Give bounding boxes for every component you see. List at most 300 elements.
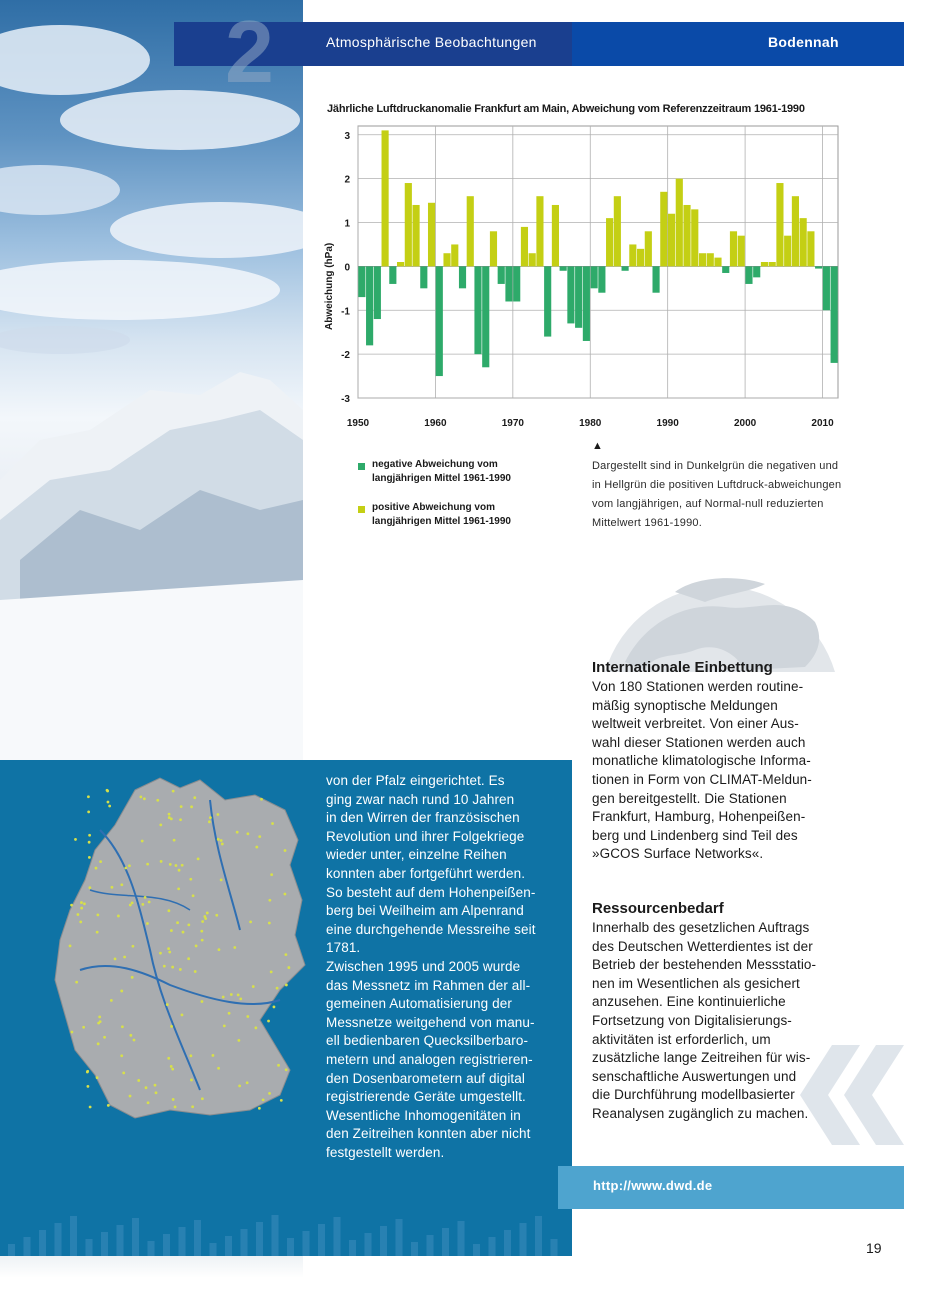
chart-title: Jährliche Luftdruckanomalie Frankfurt am Main, Abweichung vom Referenzzeitraum 1961-1990 — [327, 103, 805, 115]
chart-bar — [389, 266, 396, 284]
station-dot — [69, 944, 72, 947]
station-dot — [120, 990, 123, 993]
station-dot — [80, 907, 83, 910]
deco-bar — [442, 1228, 449, 1256]
chart-bar — [815, 266, 822, 268]
station-dot — [193, 796, 196, 799]
legend-negative-swatch — [358, 463, 365, 470]
station-dot — [237, 1039, 240, 1042]
station-dot — [192, 894, 195, 897]
station-dot — [82, 1026, 85, 1029]
station-dot — [182, 931, 185, 934]
bluebox-text: von der Pfalz eingerichtet. Es ging zwar nach rund 10 Jahren in den Wirren der französischen Revolution und ihrer Folgekriege wieder unter, einzelne Reihen konnten aber fortgeführt werden. So besteht auf dem Hohenpeißen- berg bei Weilheim am Alpenrand eine durchgehende Messreihe seit 1781. Zwischen 1995 und 2005 wurde das Messnetz im Rahmen der all- gemeinen Automatisierung der Messnetze weitgehend von manu- ell bedienbaren Quecksilberbaro- metern und analogen registrieren- den Dosenbarometern auf digital registrierende Geräte umgestellt. Wesentliche Inhomogenitäten in den Zeitreihen konnten aber nicht festgestellt werden. — [326, 773, 536, 1160]
station-dot — [120, 883, 123, 886]
station-dot — [181, 864, 184, 867]
station-dot — [175, 864, 178, 867]
station-dot — [124, 867, 127, 870]
station-dot — [131, 976, 134, 979]
chart-bar — [474, 266, 481, 354]
station-dot — [173, 839, 176, 842]
chart-bar — [451, 244, 458, 266]
chart-bar — [575, 266, 582, 327]
deco-bar — [504, 1230, 511, 1256]
station-dot — [197, 858, 200, 861]
header-section: Bodennah — [768, 34, 839, 50]
station-dot — [172, 1098, 175, 1101]
station-dot — [212, 1054, 215, 1057]
station-dot — [147, 1101, 150, 1104]
station-dot — [131, 901, 134, 904]
station-dot — [103, 1036, 106, 1039]
station-dot — [179, 818, 182, 821]
deco-bar — [535, 1216, 542, 1256]
station-dot — [201, 920, 204, 923]
station-dot — [267, 1020, 270, 1023]
deco-bar — [380, 1226, 387, 1256]
deco-bar — [101, 1232, 108, 1256]
chart-bar — [513, 266, 520, 301]
x-tick-label: 1990 — [656, 418, 679, 429]
station-dot — [246, 1081, 249, 1084]
chart-bar — [583, 266, 590, 341]
station-dot — [174, 1106, 177, 1109]
deco-bar — [163, 1234, 170, 1256]
station-dot — [206, 912, 209, 915]
station-dot — [159, 952, 162, 955]
deco-bar — [210, 1243, 217, 1256]
station-dot — [144, 896, 147, 899]
y-tick-labels — [341, 131, 350, 405]
station-dot — [201, 939, 204, 942]
station-dot — [178, 869, 181, 872]
station-dot — [284, 893, 287, 896]
station-dot — [106, 790, 109, 793]
station-dot — [129, 1034, 132, 1037]
deco-bar — [458, 1221, 465, 1256]
y-tick-label: -3 — [341, 394, 350, 405]
station-dot — [108, 805, 111, 808]
deco-bar — [318, 1224, 325, 1256]
chart-bar — [436, 266, 443, 376]
page-number: 19 — [866, 1240, 882, 1256]
deco-bar — [303, 1231, 310, 1256]
y-axis-label: Abweichung (hPa) — [324, 242, 335, 330]
chart-bar — [614, 196, 621, 266]
deco-bar — [132, 1218, 139, 1256]
station-dot — [171, 1068, 174, 1071]
deco-bar — [396, 1219, 403, 1256]
y-tick-label: 0 — [344, 262, 350, 274]
station-dot — [167, 909, 170, 912]
station-dot — [87, 810, 90, 813]
station-dot — [87, 1085, 90, 1088]
station-dot — [287, 966, 290, 969]
deco-bar — [489, 1237, 496, 1256]
station-dot — [128, 864, 131, 867]
station-dot — [129, 904, 132, 907]
station-dot — [260, 798, 263, 801]
station-dot — [88, 841, 91, 844]
station-dot — [258, 835, 261, 838]
chart-bar — [668, 214, 675, 267]
chart-bar — [629, 244, 636, 266]
mountain-photo — [0, 0, 303, 760]
chart-note: Dargestellt sind in Dunkelgrün die negativen und in Hellgrün die positiven Luftdruck-abweichungen vom langjährigen, auf Normal-null reduzierten Mittelwert 1961-1990. — [592, 460, 842, 529]
station-dot — [95, 867, 98, 870]
station-dot — [154, 1084, 157, 1087]
deco-bar — [86, 1239, 93, 1256]
station-dot — [170, 929, 173, 932]
station-dot — [71, 1031, 74, 1034]
station-dot — [181, 1013, 184, 1016]
station-dot — [141, 840, 144, 843]
chart-bar — [660, 192, 667, 267]
station-dot — [220, 878, 223, 881]
deco-bar — [70, 1216, 77, 1256]
station-dot — [117, 915, 120, 918]
station-dot — [133, 1039, 136, 1042]
station-dot — [176, 921, 179, 924]
station-dot — [270, 873, 273, 876]
legend-positive-swatch — [358, 506, 365, 513]
chart-bar — [691, 209, 698, 266]
x-tick-label: 1950 — [346, 418, 370, 429]
note-marker: ▲ — [592, 440, 603, 452]
chart-bar — [699, 253, 706, 266]
station-dot — [189, 878, 192, 881]
deco-bar — [8, 1244, 15, 1256]
chart-bar — [374, 266, 381, 319]
y-tick-label: 3 — [344, 130, 350, 142]
chart-bar — [831, 266, 838, 363]
chart-bar — [753, 266, 760, 277]
chart-bar — [552, 205, 559, 266]
station-dot — [273, 1006, 276, 1009]
station-dot — [276, 987, 279, 990]
station-dot — [120, 1054, 123, 1057]
deco-bar — [411, 1242, 418, 1256]
station-dot — [163, 965, 166, 968]
x-tick-label: 1970 — [501, 418, 524, 429]
station-dot — [217, 838, 220, 841]
station-dot — [98, 1015, 101, 1018]
chart-bar — [745, 266, 752, 284]
deco-bar — [55, 1223, 62, 1256]
station-dot — [236, 831, 239, 834]
station-dot — [132, 945, 135, 948]
chevrons-icon — [800, 1045, 904, 1145]
station-dot — [139, 796, 142, 799]
station-dot — [146, 922, 149, 925]
station-dot — [203, 915, 206, 918]
station-dot — [249, 920, 252, 923]
chart-bar — [652, 266, 659, 292]
chart-bar — [397, 262, 404, 266]
heading-ressourcen: Ressourcenbedarf — [592, 900, 724, 917]
chart-bar — [529, 253, 536, 266]
station-dot — [145, 1086, 148, 1089]
station-dot — [190, 805, 193, 808]
station-dot — [209, 816, 212, 819]
station-dot — [277, 1064, 280, 1067]
station-dot — [77, 913, 80, 916]
chart-bar — [761, 262, 768, 266]
chart-bar — [784, 236, 791, 267]
chart-bar — [560, 266, 567, 270]
station-dot — [246, 1015, 249, 1018]
station-dot — [233, 946, 236, 949]
chart-bar — [591, 266, 598, 288]
chart-bar — [490, 231, 497, 266]
station-dot — [201, 1000, 204, 1003]
station-dot — [88, 886, 91, 889]
legend-positive-label: positive Abweichung vom langjährigen Mittel 1961-1990 — [372, 502, 511, 527]
station-dot — [156, 799, 159, 802]
chart-bar — [637, 249, 644, 267]
chapter-number: 2 — [225, 2, 274, 101]
photo-bottom-strip — [0, 1256, 303, 1278]
deco-bar — [194, 1220, 201, 1256]
station-dot — [238, 1084, 241, 1087]
x-tick-label: 1960 — [424, 418, 447, 429]
x-tick-labels — [347, 418, 834, 429]
station-dot — [99, 860, 102, 863]
chart-bar — [792, 196, 799, 266]
station-dot — [107, 801, 110, 804]
deco-bar — [179, 1227, 186, 1256]
station-dot — [268, 922, 271, 925]
station-dot — [180, 805, 183, 808]
chart-bar — [382, 130, 389, 266]
station-dot — [137, 1079, 140, 1082]
chart-bar — [606, 218, 613, 266]
station-dot — [97, 1042, 100, 1045]
deco-bar — [272, 1215, 279, 1256]
station-dot — [146, 863, 149, 866]
station-dot — [285, 984, 288, 987]
station-dot — [268, 1092, 271, 1095]
station-dot — [89, 1106, 92, 1109]
chart-bar — [405, 183, 412, 266]
chart-bar — [567, 266, 574, 323]
header-section-bar — [572, 22, 904, 66]
chart-bar — [823, 266, 830, 310]
station-dot — [222, 996, 225, 999]
station-dot — [169, 863, 172, 866]
chart-bar — [722, 266, 729, 273]
chart-bar — [598, 266, 605, 292]
station-dot — [201, 1097, 204, 1100]
deco-bar — [39, 1230, 46, 1256]
station-dot — [111, 886, 114, 889]
station-dot — [189, 1054, 192, 1057]
station-dot — [179, 968, 182, 971]
deco-bar — [287, 1238, 294, 1256]
station-dot — [88, 834, 91, 837]
station-dot — [171, 966, 174, 969]
chart-bar — [358, 266, 365, 297]
chart-bars — [358, 130, 837, 376]
station-dot — [284, 849, 287, 852]
station-dot — [86, 1071, 89, 1074]
station-dot — [160, 860, 163, 863]
station-dot — [252, 985, 255, 988]
station-dot — [191, 1105, 194, 1108]
chart-bar — [366, 266, 373, 345]
germany-station-map — [40, 770, 330, 1130]
station-dot — [230, 993, 233, 996]
deco-bar — [365, 1233, 372, 1256]
chart-bar — [645, 231, 652, 266]
deco-bar — [551, 1239, 558, 1256]
station-dot — [268, 899, 271, 902]
station-dot — [123, 956, 126, 959]
station-dot — [159, 823, 162, 826]
chart-bar — [498, 266, 505, 284]
station-dot — [194, 970, 197, 973]
station-dot — [168, 951, 171, 954]
chart-bar — [800, 218, 807, 266]
station-dot — [280, 1099, 283, 1102]
station-dot — [262, 1098, 265, 1101]
chart-bar — [443, 253, 450, 266]
station-dot — [177, 887, 180, 890]
station-dot — [217, 813, 220, 816]
station-dot — [172, 790, 175, 793]
station-dot — [96, 931, 99, 934]
deco-bar — [427, 1235, 434, 1256]
chart-bar — [536, 196, 543, 266]
station-dot — [215, 914, 218, 917]
station-dot — [168, 813, 171, 816]
station-dot — [168, 816, 171, 819]
chart-bar — [707, 253, 714, 266]
station-dot — [254, 1026, 257, 1029]
station-dot — [228, 1012, 231, 1015]
station-dot — [88, 856, 91, 859]
chart-bar — [420, 266, 427, 288]
chart-bar — [776, 183, 783, 266]
station-dot — [170, 1065, 173, 1068]
station-dot — [217, 1067, 220, 1070]
station-dot — [187, 923, 190, 926]
station-dot — [148, 901, 151, 904]
station-dot — [284, 953, 287, 956]
header-title: Atmosphärische Beobachtungen — [326, 34, 537, 50]
chart-bar — [544, 266, 551, 336]
station-dot — [114, 957, 117, 960]
chart-bar — [769, 262, 776, 266]
station-dot — [167, 947, 170, 950]
station-dot — [99, 1020, 102, 1023]
station-dot — [270, 970, 273, 973]
deco-bar — [473, 1244, 480, 1256]
station-dot — [237, 993, 240, 996]
chart-bar — [505, 266, 512, 301]
station-dot — [166, 1003, 169, 1006]
chart-bar — [459, 266, 466, 288]
chart-bar — [807, 231, 814, 266]
x-tick-label: 1980 — [579, 418, 602, 429]
station-dot — [223, 1025, 226, 1028]
deco-bar — [334, 1217, 341, 1256]
deco-bar — [241, 1229, 248, 1256]
deco-bar — [117, 1225, 124, 1256]
station-dot — [96, 913, 99, 916]
legend-negative-label: negative Abweichung vom langjährigen Mittel 1961-1990 — [372, 459, 511, 484]
station-dot — [220, 839, 223, 842]
station-dot — [239, 998, 242, 1001]
deco-bar — [24, 1237, 31, 1256]
station-dot — [121, 1025, 124, 1028]
station-dot — [96, 1076, 99, 1079]
chart-bar — [730, 231, 737, 266]
x-tick-label: 2010 — [811, 418, 834, 429]
deco-bar — [520, 1223, 527, 1256]
station-dot — [258, 1107, 261, 1110]
chart-bar — [467, 196, 474, 266]
station-dot — [141, 903, 144, 906]
station-dot — [122, 1072, 125, 1075]
station-dot — [80, 901, 83, 904]
station-dot — [70, 904, 73, 907]
chart-bar — [622, 266, 629, 270]
station-dot — [221, 843, 224, 846]
station-dot — [190, 1079, 193, 1082]
chart-bar — [521, 227, 528, 266]
station-dot — [129, 1095, 132, 1098]
heading-internationale: Internationale Einbettung — [592, 659, 773, 676]
deco-bar — [148, 1241, 155, 1256]
station-dot — [246, 832, 249, 835]
station-dot — [87, 795, 90, 798]
station-dot — [107, 1104, 110, 1107]
station-dot — [83, 902, 86, 905]
station-dot — [170, 1025, 173, 1028]
chart-bar — [428, 203, 435, 267]
chart-bar — [714, 258, 721, 267]
y-tick-label: 2 — [344, 174, 350, 186]
chart-bar — [412, 205, 419, 266]
station-dot — [74, 838, 77, 841]
deco-bar — [349, 1240, 356, 1256]
station-dot — [187, 957, 190, 960]
station-dot — [155, 1091, 158, 1094]
decorative-bars — [0, 1210, 572, 1256]
text-internationale: Von 180 Stationen werden routine- mäßig synoptische Meldungen weltweit verbreitet. Von einer Aus- wahl dieser Stationen werden auch monatliche klimatologische Informa- tionen in Form von CLIMAT-Meldun- gen bereitgestellt. Die Stationen Frankfurt, Hamburg, Hohenpeißen- berg und Lindenberg sind Teil des »GCOS Surface Networks«. — [592, 679, 812, 862]
y-tick-label: -2 — [341, 350, 350, 362]
station-dot — [167, 1057, 170, 1060]
y-tick-label: 1 — [344, 218, 350, 230]
x-tick-label: 2000 — [733, 418, 757, 429]
station-dot — [255, 846, 258, 849]
chart-bar — [683, 205, 690, 266]
station-dot — [218, 948, 221, 951]
chart-bar — [482, 266, 489, 367]
website-link[interactable]: http://www.dwd.de — [593, 1178, 713, 1193]
deco-bar — [225, 1236, 232, 1256]
station-dot — [200, 930, 203, 933]
text-ressourcen: Innerhalb des gesetzlichen Auftrags des Deutschen Wetterdientes ist der Betrieb der bestehenden Messstatio- nen im Wesentlichen als gesichert anzusehen. Eine kontinuierliche Fortsetzung von Digitalisierungs- aktivitäten ist erforderlich, um zusätzliche lange Zeitreihen für wis- senschaftliche Auswertungen und die Durchführung modellbasierter Reanalysen zugänglich zu machen. — [592, 920, 817, 1121]
chart-bar — [738, 236, 745, 267]
station-dot — [110, 999, 113, 1002]
station-dot — [195, 945, 198, 948]
y-tick-label: -1 — [341, 306, 350, 318]
pressure-anomaly-chart — [320, 120, 850, 440]
station-dot — [285, 1068, 288, 1071]
station-dot — [143, 797, 146, 800]
deco-bar — [256, 1222, 263, 1256]
